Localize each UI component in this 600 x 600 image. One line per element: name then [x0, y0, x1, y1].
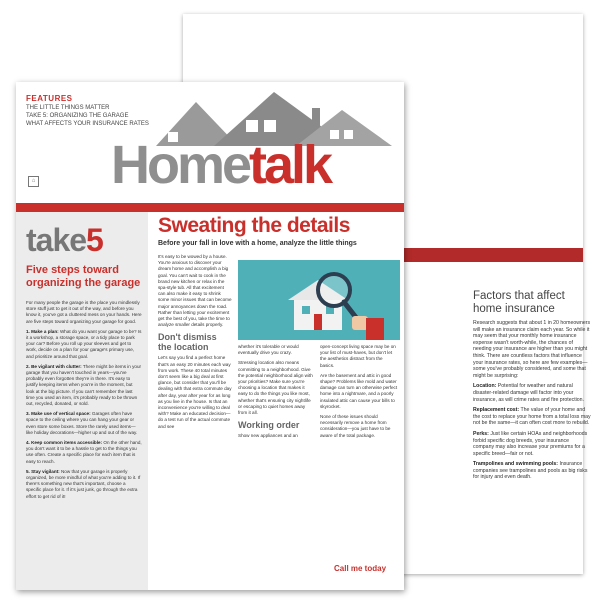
masthead-home: Home [111, 135, 250, 195]
sidebar-intro: For many people the garage is the place you mindlessly store stuff just to get it out of the way, and before you know it, you've got a cluttered mess on your hands. Here are five steps toward organizing your garage for good. [26, 300, 142, 324]
sidebar-body [26, 300, 142, 504]
article-para: None of these issues should necessarily remove a home from consideration—you just have to be aware of the total package. [320, 414, 391, 438]
article-subhead-working-order: Working order [238, 420, 300, 431]
sidebar-step: 3. Make use of vertical space: Garages often have space to the ceiling where you can hang your gear or even store some boxes. Store the rarely used items—like holiday decorations—higher up and out of the way. [26, 411, 138, 435]
feature-item[interactable]: THE LITTLE THINGS MATTER [26, 105, 110, 111]
take5-logo: take5 [26, 222, 103, 258]
article-para: open-concept living space may be on your list of must-haves, but don't let the aesthetics distract from the basics. [320, 344, 396, 368]
article-para: Stressing location also means committing to a neighborhood. Give the potential neighborhood align with your priorities? Make sure you're choosing a location that makes it easy to do the things you like most, whether that's ensuring city nightlife or escaping to quiet homes away from it all. [238, 360, 313, 416]
article-subhead-location: Don't dismiss the location [158, 332, 217, 353]
features-title: FEATURES [26, 94, 73, 103]
article-column-2 [238, 344, 314, 443]
article-column-3 [320, 344, 398, 443]
back-item-replacement: Replacement cost: The value of your home and the cost to replace your home from a total loss may not be the same—it can often cost more to rebuild. [473, 407, 591, 427]
sidebar [16, 212, 148, 590]
article-column-1 [158, 254, 232, 434]
back-item-location: Location: Potential for weather and natural disaster-related damage will factor into your insurance, as will crime rates and fire protection. [473, 383, 585, 403]
article-para: Let's say you find a perfect home that's an easy 20 minutes each way from work. These 40 total minutes don't seem like a big deal at first glance, but consider that you'll be dealing with that extra commute day after day, year after year for as long as you live in the house. Is that an inconvenience you're willing to deal with? Make an educated decision—do a test run of the actual commute and see [158, 355, 232, 429]
equal-housing-icon: ⌂ [28, 176, 39, 187]
sidebar-headline: Five steps toward organizing the garage [26, 264, 141, 289]
feature-item[interactable]: TAKE 5: ORGANIZING THE GARAGE [26, 113, 129, 119]
front-page [16, 82, 404, 590]
masthead-logo [111, 135, 331, 195]
back-article [473, 290, 591, 481]
back-para-intro: Research suggests that about 1 in 20 homeowners will make an insurance claim each year. So while it may seem that your monthly home insurance expense wasn't worth-while, the chances of needing your insurance are higher than you might think. There are countless factors that influence your insurance rates, so here are few examples—some you've probably considered, and some that might be surprising: [473, 320, 591, 379]
article-title: Sweating the details [158, 214, 350, 237]
call-me-today-link[interactable]: Call me today [334, 564, 387, 573]
article-para: It's easy to be wowed by a house. You're anxious to discover your dream home and accomplish a big goal. You can't wait to cook in the brand new kitchen or relax in the spa-style tub. All that excitement can also make it easy to shrink some minor issues that can become major annoyances down the road. Rather than letting your excitement get the best of you, take the time to analyze smaller details properly. [158, 254, 232, 328]
sidebar-step: 2. Be vigilant with clutter: There might be items in your garage that you haven't touched in years—you've probably even forgotten they're in there. It's easy to justify keeping items when you're in the moment, but look at the big picture. If you can't remember the last time you used an item, it's probably ready to be thrown out, recycled, donated, or sold. [26, 363, 142, 407]
feature-item[interactable]: WHAT AFFECTS YOUR INSURANCE RATES [26, 121, 149, 127]
magnifier-house-icon [238, 260, 400, 340]
masthead-talk: talk [249, 135, 331, 195]
back-item-trampolines: Trampolines and swimming pools: Insurance companies see trampolines and pools as big risks for injury and even death. [473, 461, 588, 481]
article-para: Are the basement and attic in good shape? Problems like mold and water damage can turn an otherwise perfect home into a nightmare, and a poorly insulated attic can cause your bills to skyrocket. [320, 372, 398, 409]
sidebar-step: 1. Make a plan: What do you want your garage to be? Is it a workshop, a storage space, or a tidy place to park your car? Before you roll up your sleeves and get to work, decide on a plan for your garage's primary use, and prioritize around that goal. [26, 328, 142, 359]
article-para: whether it's tolerable or would eventually drive you crazy. [238, 344, 299, 356]
article-para: Show new appliances and an [238, 433, 298, 439]
sidebar-step: 4. Keep common items accessible: On the other hand, you don't want it to be a hassle to get to the things you use often. Create a specific place for each item that is easy to reach. [26, 440, 142, 464]
red-band [16, 203, 404, 212]
hero-image [238, 260, 400, 340]
back-title: Factors that affect home insurance [473, 290, 565, 315]
article-subtitle: Before your fall in love with a home, analyze the little things [158, 240, 357, 247]
back-item-perks: Perks: Just like certain HOAs and neighborhoods forbid specific dog breeds, your insurance company may also increase your premiums for a specific breed—fair or not. [473, 430, 588, 457]
sidebar-step: 5. Stay vigilant: Now that your garage is properly organized, be more mindful of what you're adding to it. If there's something new that's important, choose a specific place for it. If it's just junk, go through the extra effort to get rid of it! [26, 468, 141, 499]
